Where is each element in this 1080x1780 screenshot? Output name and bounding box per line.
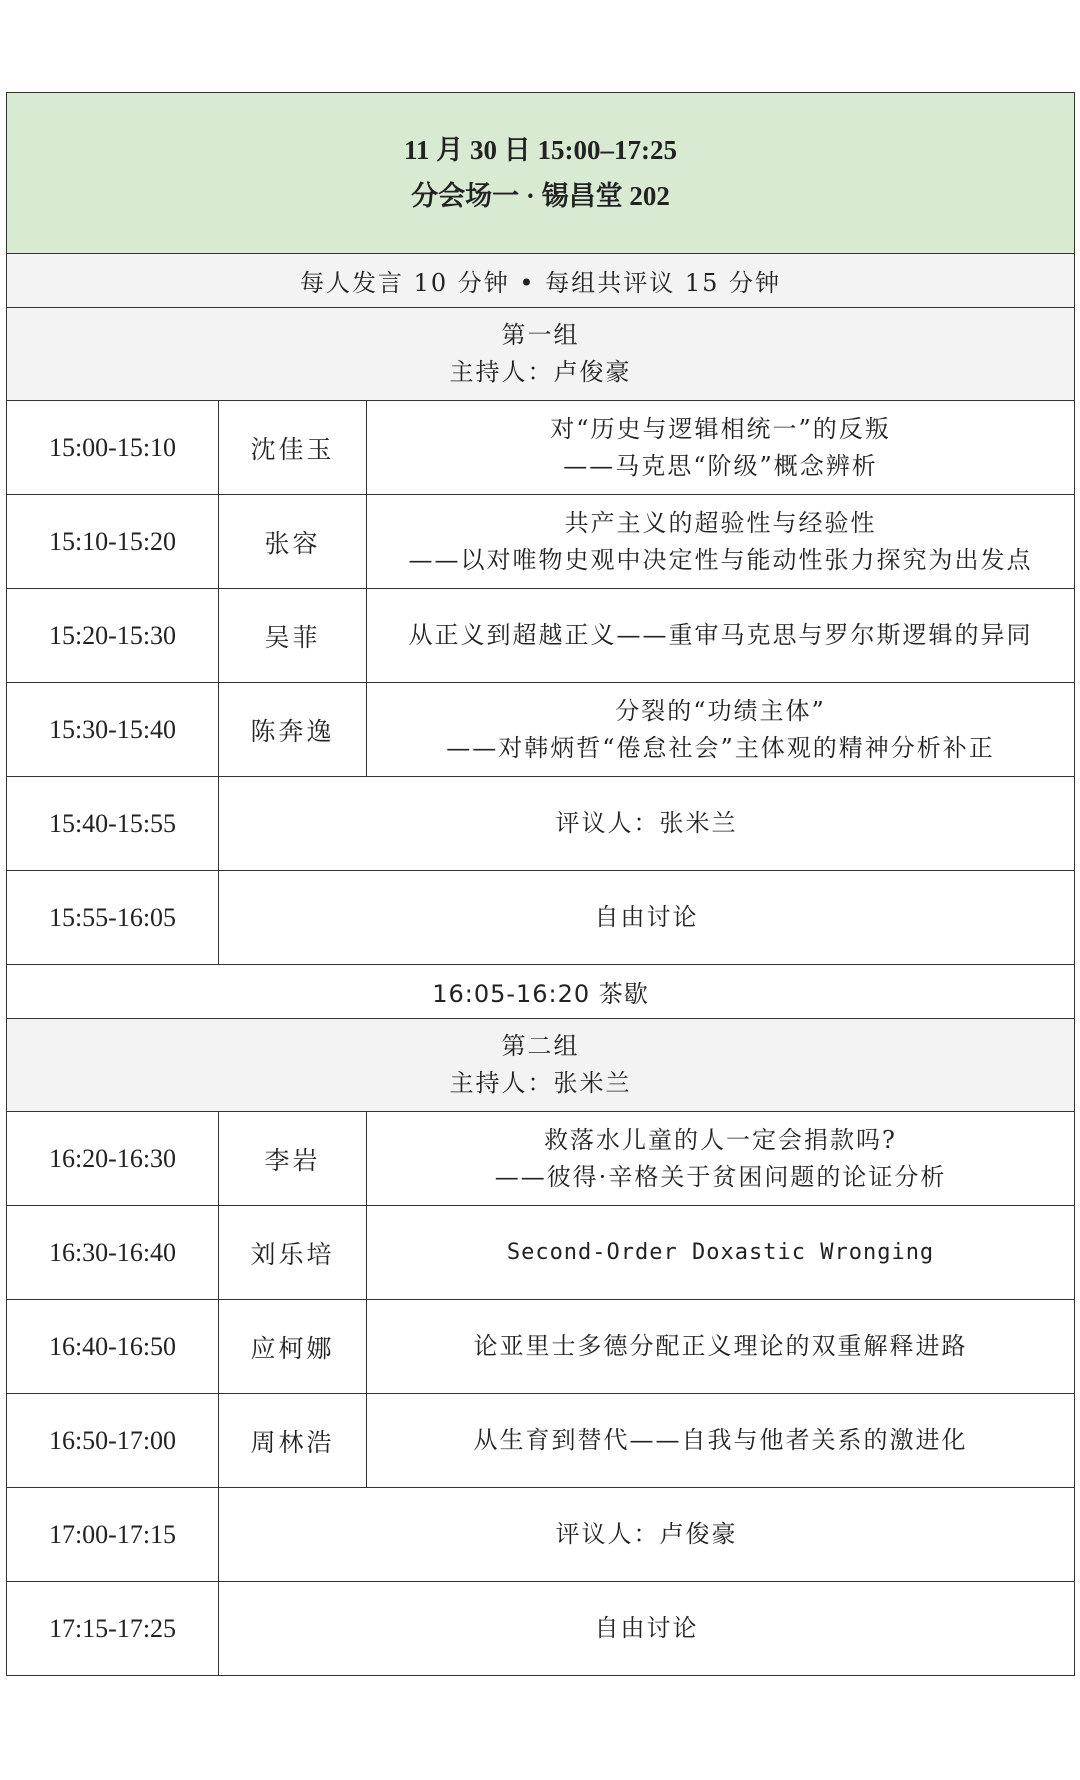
group-title: 第一组 bbox=[501, 321, 580, 349]
commentary-row bbox=[7, 1488, 1075, 1582]
discussion-label: 自由讨论 bbox=[219, 871, 1075, 965]
talk-title-main: 分裂的“功绩主体” bbox=[615, 696, 826, 725]
discussion-label: 自由讨论 bbox=[219, 1582, 1075, 1676]
session-date-time: 11 月 30 日 15:00–17:25 bbox=[404, 135, 677, 165]
talk-title bbox=[367, 1300, 1075, 1394]
talk-time: 15:20-15:30 bbox=[7, 589, 219, 683]
speaker-name: 周林浩 bbox=[219, 1394, 367, 1488]
speaker-name: 吴菲 bbox=[219, 589, 367, 683]
discussion-time: 15:55-16:05 bbox=[7, 871, 219, 965]
speaker-name: 沈佳玉 bbox=[219, 401, 367, 495]
speaker-name: 李岩 bbox=[219, 1112, 367, 1206]
speaker-name: 陈奔逸 bbox=[219, 683, 367, 777]
talk-title-main: 从生育到替代——自我与他者关系的激进化 bbox=[473, 1426, 968, 1454]
speaker-name: 应柯娜 bbox=[219, 1300, 367, 1394]
commentary-row bbox=[7, 777, 1075, 871]
group-host: 主持人：张米兰 bbox=[449, 1069, 632, 1097]
group-header bbox=[7, 1019, 1075, 1112]
talk-title-sub: ——马克思“阶级”概念辨析 bbox=[563, 451, 878, 480]
talk-title-sub: ——以对唯物史观中决定性与能动性张力探究为出发点 bbox=[408, 545, 1033, 574]
talk-title bbox=[367, 495, 1075, 589]
talk-row bbox=[7, 495, 1075, 589]
talk-row bbox=[7, 401, 1075, 495]
talk-title bbox=[367, 1206, 1075, 1300]
talk-time: 15:00-15:10 bbox=[7, 401, 219, 495]
discussion-time: 17:15-17:25 bbox=[7, 1582, 219, 1676]
talk-time: 16:20-16:30 bbox=[7, 1112, 219, 1206]
talk-title-main: 共产主义的超验性与经验性 bbox=[564, 508, 877, 537]
talk-row bbox=[7, 1112, 1075, 1206]
tea-break: 16:05-16:20 茶歇 bbox=[7, 965, 1075, 1019]
talk-title bbox=[367, 1112, 1075, 1206]
talk-title bbox=[367, 401, 1075, 495]
speaker-name: 张容 bbox=[219, 495, 367, 589]
talk-title bbox=[367, 1394, 1075, 1488]
discussion-row bbox=[7, 871, 1075, 965]
talk-title-sub: ——对韩炳哲“倦怠社会”主体观的精神分析补正 bbox=[446, 733, 995, 762]
talk-title-main: Second-Order Doxastic Wronging bbox=[506, 1240, 935, 1265]
talk-title-sub: ——彼得·辛格关于贫困问题的论证分析 bbox=[494, 1162, 947, 1191]
commentator: 评议人：卢俊豪 bbox=[219, 1488, 1075, 1582]
talk-row bbox=[7, 1206, 1075, 1300]
talk-time: 15:10-15:20 bbox=[7, 495, 219, 589]
group-host: 主持人：卢俊豪 bbox=[449, 358, 632, 386]
session-header bbox=[7, 93, 1075, 254]
commentator: 评议人：张米兰 bbox=[219, 777, 1075, 871]
talk-row bbox=[7, 1394, 1075, 1488]
commentary-time: 15:40-15:55 bbox=[7, 777, 219, 871]
discussion-row bbox=[7, 1582, 1075, 1676]
talk-time: 16:30-16:40 bbox=[7, 1206, 219, 1300]
talk-row bbox=[7, 683, 1075, 777]
speaker-name: 刘乐培 bbox=[219, 1206, 367, 1300]
talk-title-main: 论亚里士多德分配正义理论的双重解释进路 bbox=[473, 1332, 968, 1360]
session-venue: 分会场一 · 锡昌堂 202 bbox=[411, 181, 670, 211]
talk-title bbox=[367, 589, 1075, 683]
commentary-time: 17:00-17:15 bbox=[7, 1488, 219, 1582]
talk-row bbox=[7, 1300, 1075, 1394]
talk-title-main: 对“历史与逻辑相统一”的反叛 bbox=[550, 414, 891, 443]
talk-row bbox=[7, 589, 1075, 683]
group-title: 第二组 bbox=[501, 1032, 580, 1060]
talk-title-main: 救落水儿童的人一定会捐款吗? bbox=[544, 1125, 897, 1154]
talk-time: 15:30-15:40 bbox=[7, 683, 219, 777]
talk-time: 16:50-17:00 bbox=[7, 1394, 219, 1488]
schedule-table bbox=[6, 92, 1075, 1676]
talk-title-main: 从正义到超越正义——重审马克思与罗尔斯逻辑的异同 bbox=[408, 621, 1033, 649]
group-header bbox=[7, 308, 1075, 401]
speaking-rules: 每人发言 10 分钟 • 每组共评议 15 分钟 bbox=[7, 254, 1075, 308]
talk-time: 16:40-16:50 bbox=[7, 1300, 219, 1394]
talk-title bbox=[367, 683, 1075, 777]
